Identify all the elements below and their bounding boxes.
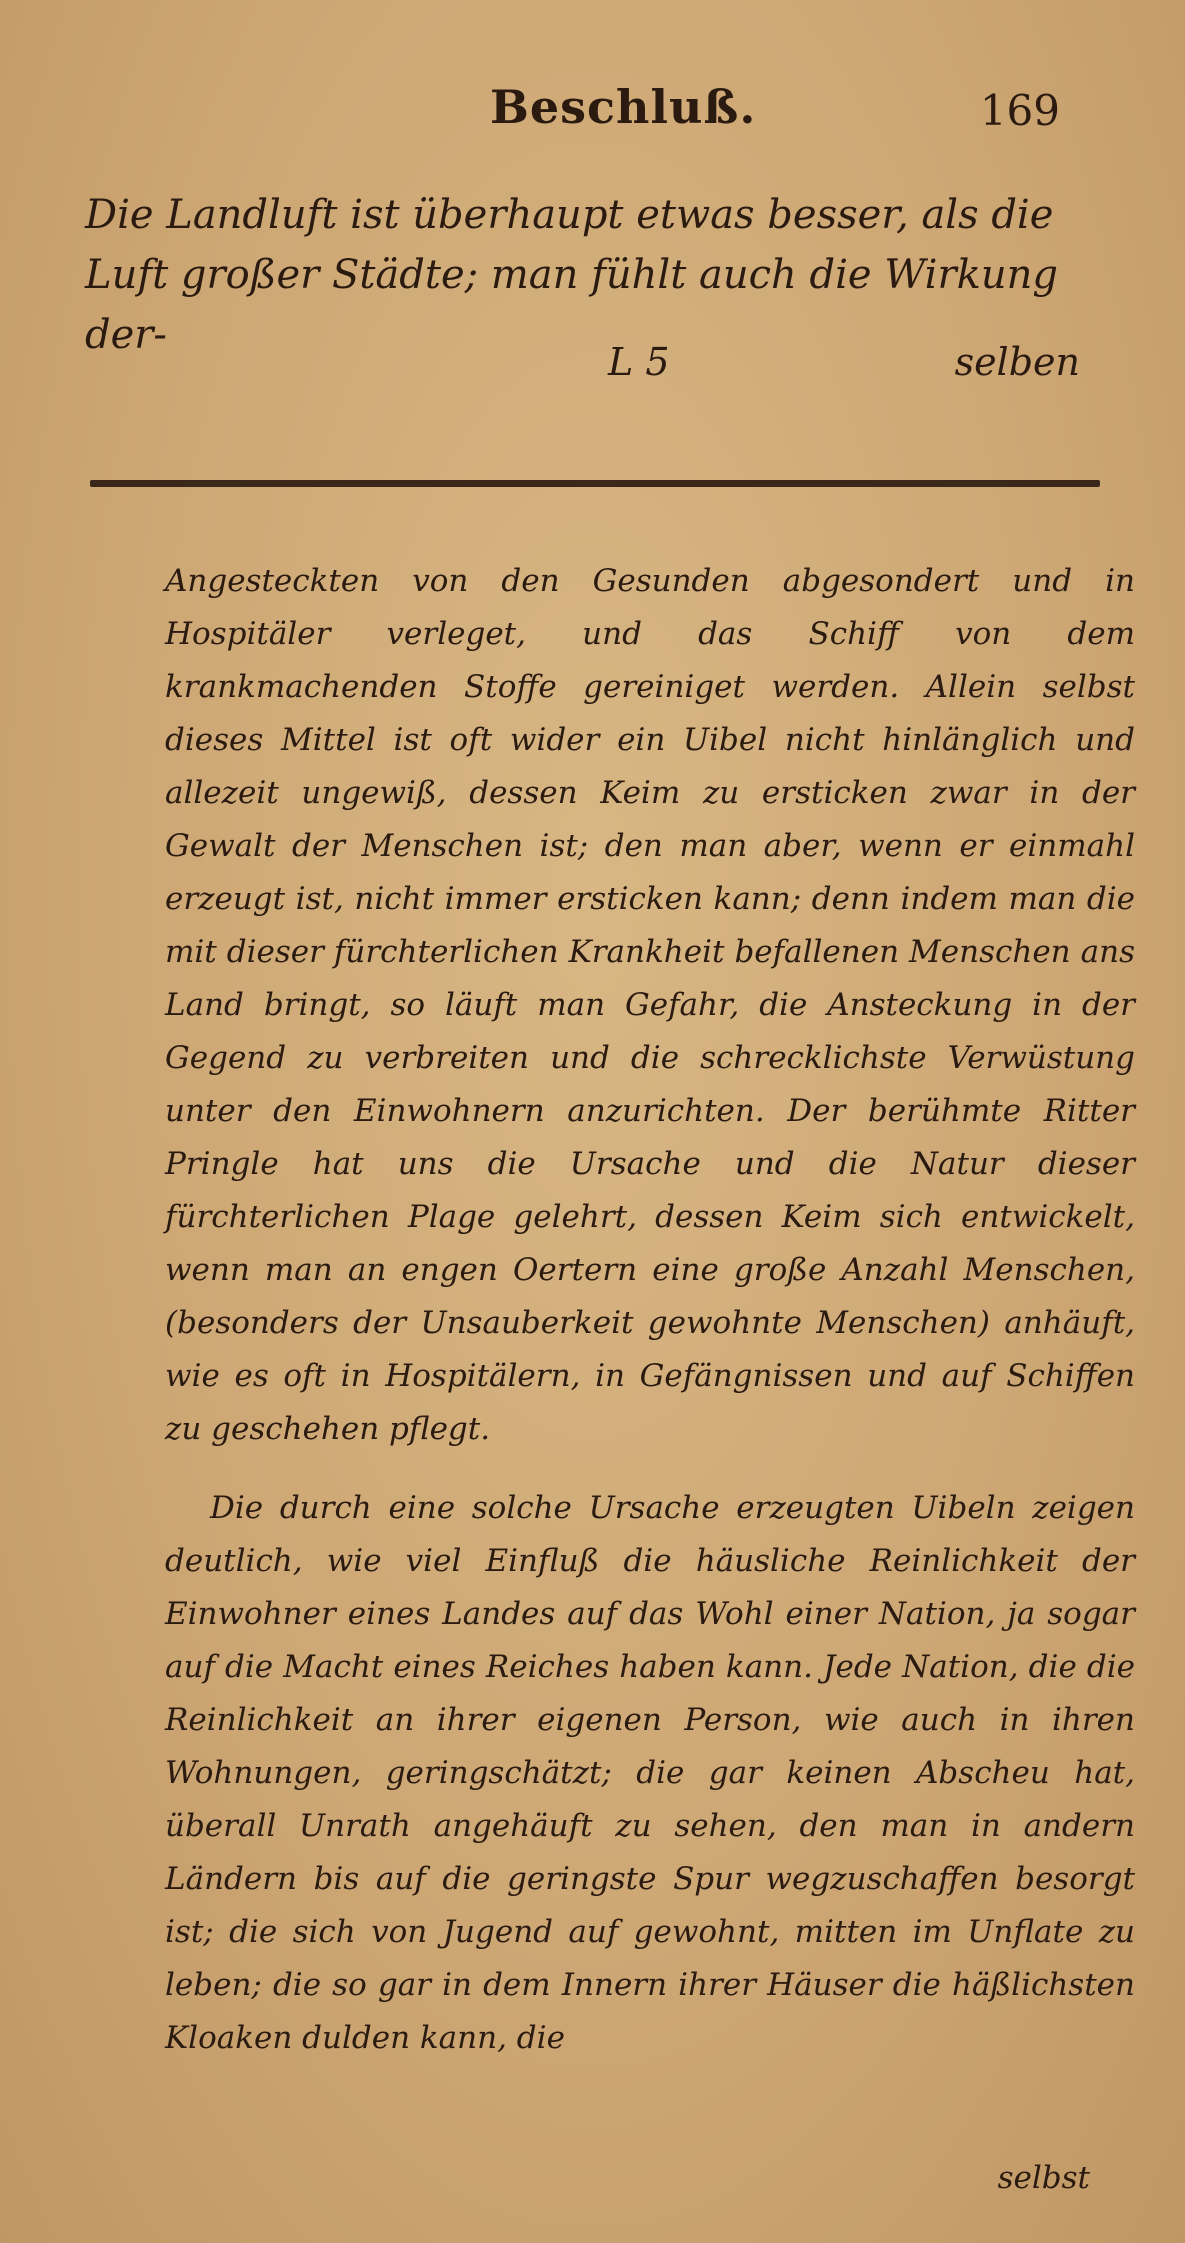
page-number: 169 <box>979 86 1060 135</box>
footnote-paragraph: Angesteckten von den Gesunden abgesondert und in Hospitäler verleget, und das Schiff von dem krankmachenden Stoffe gereiniget werden. Allein selbst dieses Mittel ist oft wider ein Uibel nicht hinlänglich und allezeit ungewiß, dessen Keim zu ersticken zwar in der Gewalt der Menschen ist; den man aber, wenn er einmahl erzeugt ist, nicht immer ersticken kann; denn indem man die mit dieser fürchterlichen Krankheit befallenen Menschen ans Land bringt, so läuft man Gefahr, die Ansteckung in der Gegend zu verbreiten und die schrecklichste Verwüstung unter den Einwohnern anzurichten. Der berühmte Ritter Pringle hat uns die Ursache und die Natur dieser fürchterlichen Plage gelehrt, dessen Keim sich entwickelt, wenn man an engen Oertern eine große Anzahl Menschen, (besonders der Unsauberkeit gewohnte Menschen) anhäuft, wie es oft in Hospitälern, in Gefängnissen und auf Schiffen zu geschehen pflegt. <box>165 563 1135 1447</box>
footnote-separator-rule <box>90 480 1100 487</box>
main-text <box>85 185 1125 365</box>
catchword: selben <box>954 340 1080 384</box>
signature-line <box>0 340 1185 400</box>
footnote-paragraph: Die durch eine solche Ursache erzeugten Uibeln zeigen deutlich, wie viel Einfluß die häusliche Reinlichkeit der Einwohner eines Landes auf das Wohl einer Nation, ja sogar auf die Macht eines Reiches haben kann. Jede Nation, die die Reinlichkeit an ihrer eigenen Person, wie auch in ihren Wohnungen, geringschätzt; die gar keinen Abscheu hat, überall Unrath angehäuft zu sehen, den man in andern Ländern bis auf die geringste Spur wegzuschaffen besorgt ist; die sich von Jugend auf gewohnt, mitten im Unflate zu leben; die so gar in dem Innern ihrer Häuser die häßlichsten Kloaken dulden kann, die <box>165 1490 1135 2056</box>
running-title: Beschluß. <box>490 80 757 134</box>
footnote-catchword: selbst <box>997 2160 1090 2196</box>
main-paragraph: Die Landluft ist überhaupt etwas besser, als die Luft großer Städte; man fühlt auch die Wirkung der- <box>85 192 1058 358</box>
page-header <box>0 80 1185 150</box>
signature-mark: L 5 <box>608 340 670 384</box>
footnote <box>165 555 1135 2091</box>
